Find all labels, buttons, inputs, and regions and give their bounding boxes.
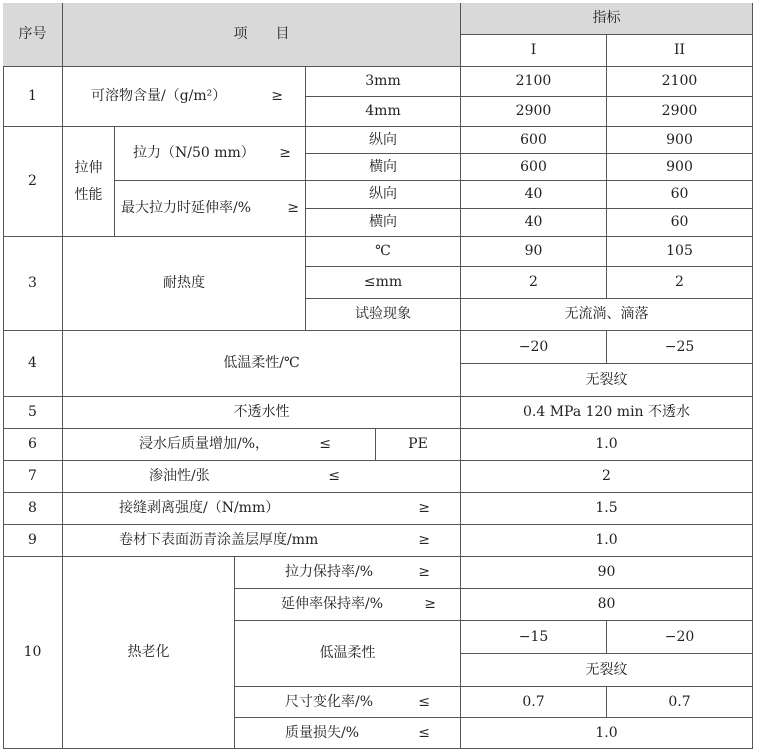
row-8-item <box>63 493 461 525</box>
row-10-mass <box>235 718 461 749</box>
row-6-item-label: 浸水后质量增加/%， <box>139 436 270 453</box>
row-8-value: 1.5 <box>461 493 753 525</box>
row-3-sub-1: ℃ <box>306 237 461 267</box>
row-1-sub-1-v1: 2100 <box>461 67 607 97</box>
row-5-item: 不透水性 <box>63 397 461 429</box>
row-8-item-label: 接缝剥离强度/（N/mm） <box>119 500 280 517</box>
row-10-mass-label: 质量损失/% <box>285 724 360 741</box>
row-10-mass-op: ≤ <box>418 724 430 741</box>
row-7-item-label: 渗油性/张 <box>149 468 210 485</box>
row-6-value: 1.0 <box>461 429 753 461</box>
row-10-tension-value: 90 <box>461 557 753 589</box>
row-6-item <box>63 429 376 461</box>
header-grade-1: I <box>461 35 607 67</box>
row-4-no: 4 <box>3 331 63 397</box>
row-10-cold-v1: −15 <box>461 621 607 654</box>
row-4-v1: −20 <box>461 331 607 364</box>
row-3-sub-2: ≤mm <box>306 267 461 299</box>
header-index: 指标 <box>461 3 753 35</box>
row-10-cold-note: 无裂纹 <box>461 654 753 687</box>
row-2-tension-op: ≥ <box>279 145 291 162</box>
row-2-group-line-2: 性能 <box>74 186 103 203</box>
row-1-item <box>63 67 306 127</box>
row-2-elong-label: 最大拉力时延伸率/% <box>121 200 252 217</box>
row-9-item <box>63 525 461 557</box>
row-9-item-op: ≥ <box>418 532 430 549</box>
row-2-tension-label: 拉力（N/50 mm） <box>133 145 255 162</box>
row-9-value: 1.0 <box>461 525 753 557</box>
row-8-item-op: ≥ <box>418 500 430 517</box>
row-10-cold: 低温柔性 <box>235 621 461 687</box>
row-2-tension-sub-1: 纵向 <box>306 127 461 154</box>
row-2-tension <box>115 127 306 181</box>
row-2-tension-sub-1-v1: 600 <box>461 127 607 154</box>
row-2-elong-sub-1-v1: 40 <box>461 181 607 209</box>
row-3-no: 3 <box>3 237 63 331</box>
row-3-sub-2-v1: 2 <box>461 267 607 299</box>
row-2-tension-sub-2: 横向 <box>306 154 461 181</box>
row-1-sub-2: 4mm <box>306 97 461 127</box>
row-10-elong-label: 延伸率保持率/% <box>281 596 384 613</box>
row-2-tension-sub-2-v2: 900 <box>607 154 753 181</box>
row-2-elong-op: ≥ <box>287 200 299 217</box>
row-2-group <box>63 127 115 237</box>
row-2-elong <box>115 181 306 237</box>
row-5-value: 0.4 MPa 120 min 不透水 <box>461 397 753 429</box>
row-2-tension-sub-2-v1: 600 <box>461 154 607 181</box>
row-2-elong-sub-1: 纵向 <box>306 181 461 209</box>
row-1-sub-1-v2: 2100 <box>607 67 753 97</box>
row-7-item <box>63 461 461 493</box>
header-grade-2: II <box>607 35 753 67</box>
row-2-elong-sub-1-v2: 60 <box>607 181 753 209</box>
row-2-group-line-1: 拉伸 <box>74 159 103 176</box>
row-10-dim <box>235 687 461 718</box>
row-10-tension <box>235 557 461 589</box>
row-10-elong-value: 80 <box>461 589 753 621</box>
row-10-no: 10 <box>3 557 63 749</box>
row-10-dim-op: ≤ <box>418 693 430 710</box>
row-6-sub: PE <box>376 429 461 461</box>
row-1-sub-2-v1: 2900 <box>461 97 607 127</box>
row-1-no: 1 <box>3 67 63 127</box>
row-3-item: 耐热度 <box>63 237 306 331</box>
row-3-sub-2-v2: 2 <box>607 267 753 299</box>
row-1-sub-1: 3mm <box>306 67 461 97</box>
row-10-cold-v2: −20 <box>607 621 753 654</box>
row-10-dim-v1: 0.7 <box>461 687 607 718</box>
row-10-tension-label: 拉力保持率/% <box>285 564 374 581</box>
row-2-elong-sub-2: 横向 <box>306 209 461 237</box>
row-8-no: 8 <box>3 493 63 525</box>
row-3-sub-1-v2: 105 <box>607 237 753 267</box>
row-4-note: 无裂纹 <box>461 364 753 397</box>
row-10-mass-value: 1.0 <box>461 718 753 749</box>
row-9-no: 9 <box>3 525 63 557</box>
header-item: 项 目 <box>63 3 461 67</box>
row-7-value: 2 <box>461 461 753 493</box>
row-2-elong-sub-2-v2: 60 <box>607 209 753 237</box>
row-2-tension-sub-1-v2: 900 <box>607 127 753 154</box>
row-1-sub-2-v2: 2900 <box>607 97 753 127</box>
row-3-obs-label: 试验现象 <box>306 299 461 331</box>
row-3-sub-1-v1: 90 <box>461 237 607 267</box>
row-7-no: 7 <box>3 461 63 493</box>
row-10-elong <box>235 589 461 621</box>
row-6-item-op: ≤ <box>319 436 331 453</box>
row-6-no: 6 <box>3 429 63 461</box>
row-1-item-label: 可溶物含量/（g/m²） <box>91 88 227 105</box>
header-seq: 序号 <box>3 3 63 67</box>
row-10-elong-op: ≥ <box>424 596 436 613</box>
row-4-item: 低温柔性/℃ <box>63 331 461 397</box>
row-2-elong-sub-2-v1: 40 <box>461 209 607 237</box>
spec-table <box>3 3 753 749</box>
row-9-item-label: 卷材下表面沥青涂盖层厚度/mm <box>119 532 319 549</box>
row-10-dim-label: 尺寸变化率/% <box>285 693 374 710</box>
row-7-item-op: ≤ <box>328 468 340 485</box>
row-4-v2: −25 <box>607 331 753 364</box>
row-5-no: 5 <box>3 397 63 429</box>
row-10-item: 热老化 <box>63 557 235 749</box>
row-2-no: 2 <box>3 127 63 237</box>
row-3-obs-value: 无流淌、滴落 <box>461 299 753 331</box>
row-10-tension-op: ≥ <box>418 564 430 581</box>
row-10-dim-v2: 0.7 <box>607 687 753 718</box>
row-1-item-op: ≥ <box>271 88 283 105</box>
